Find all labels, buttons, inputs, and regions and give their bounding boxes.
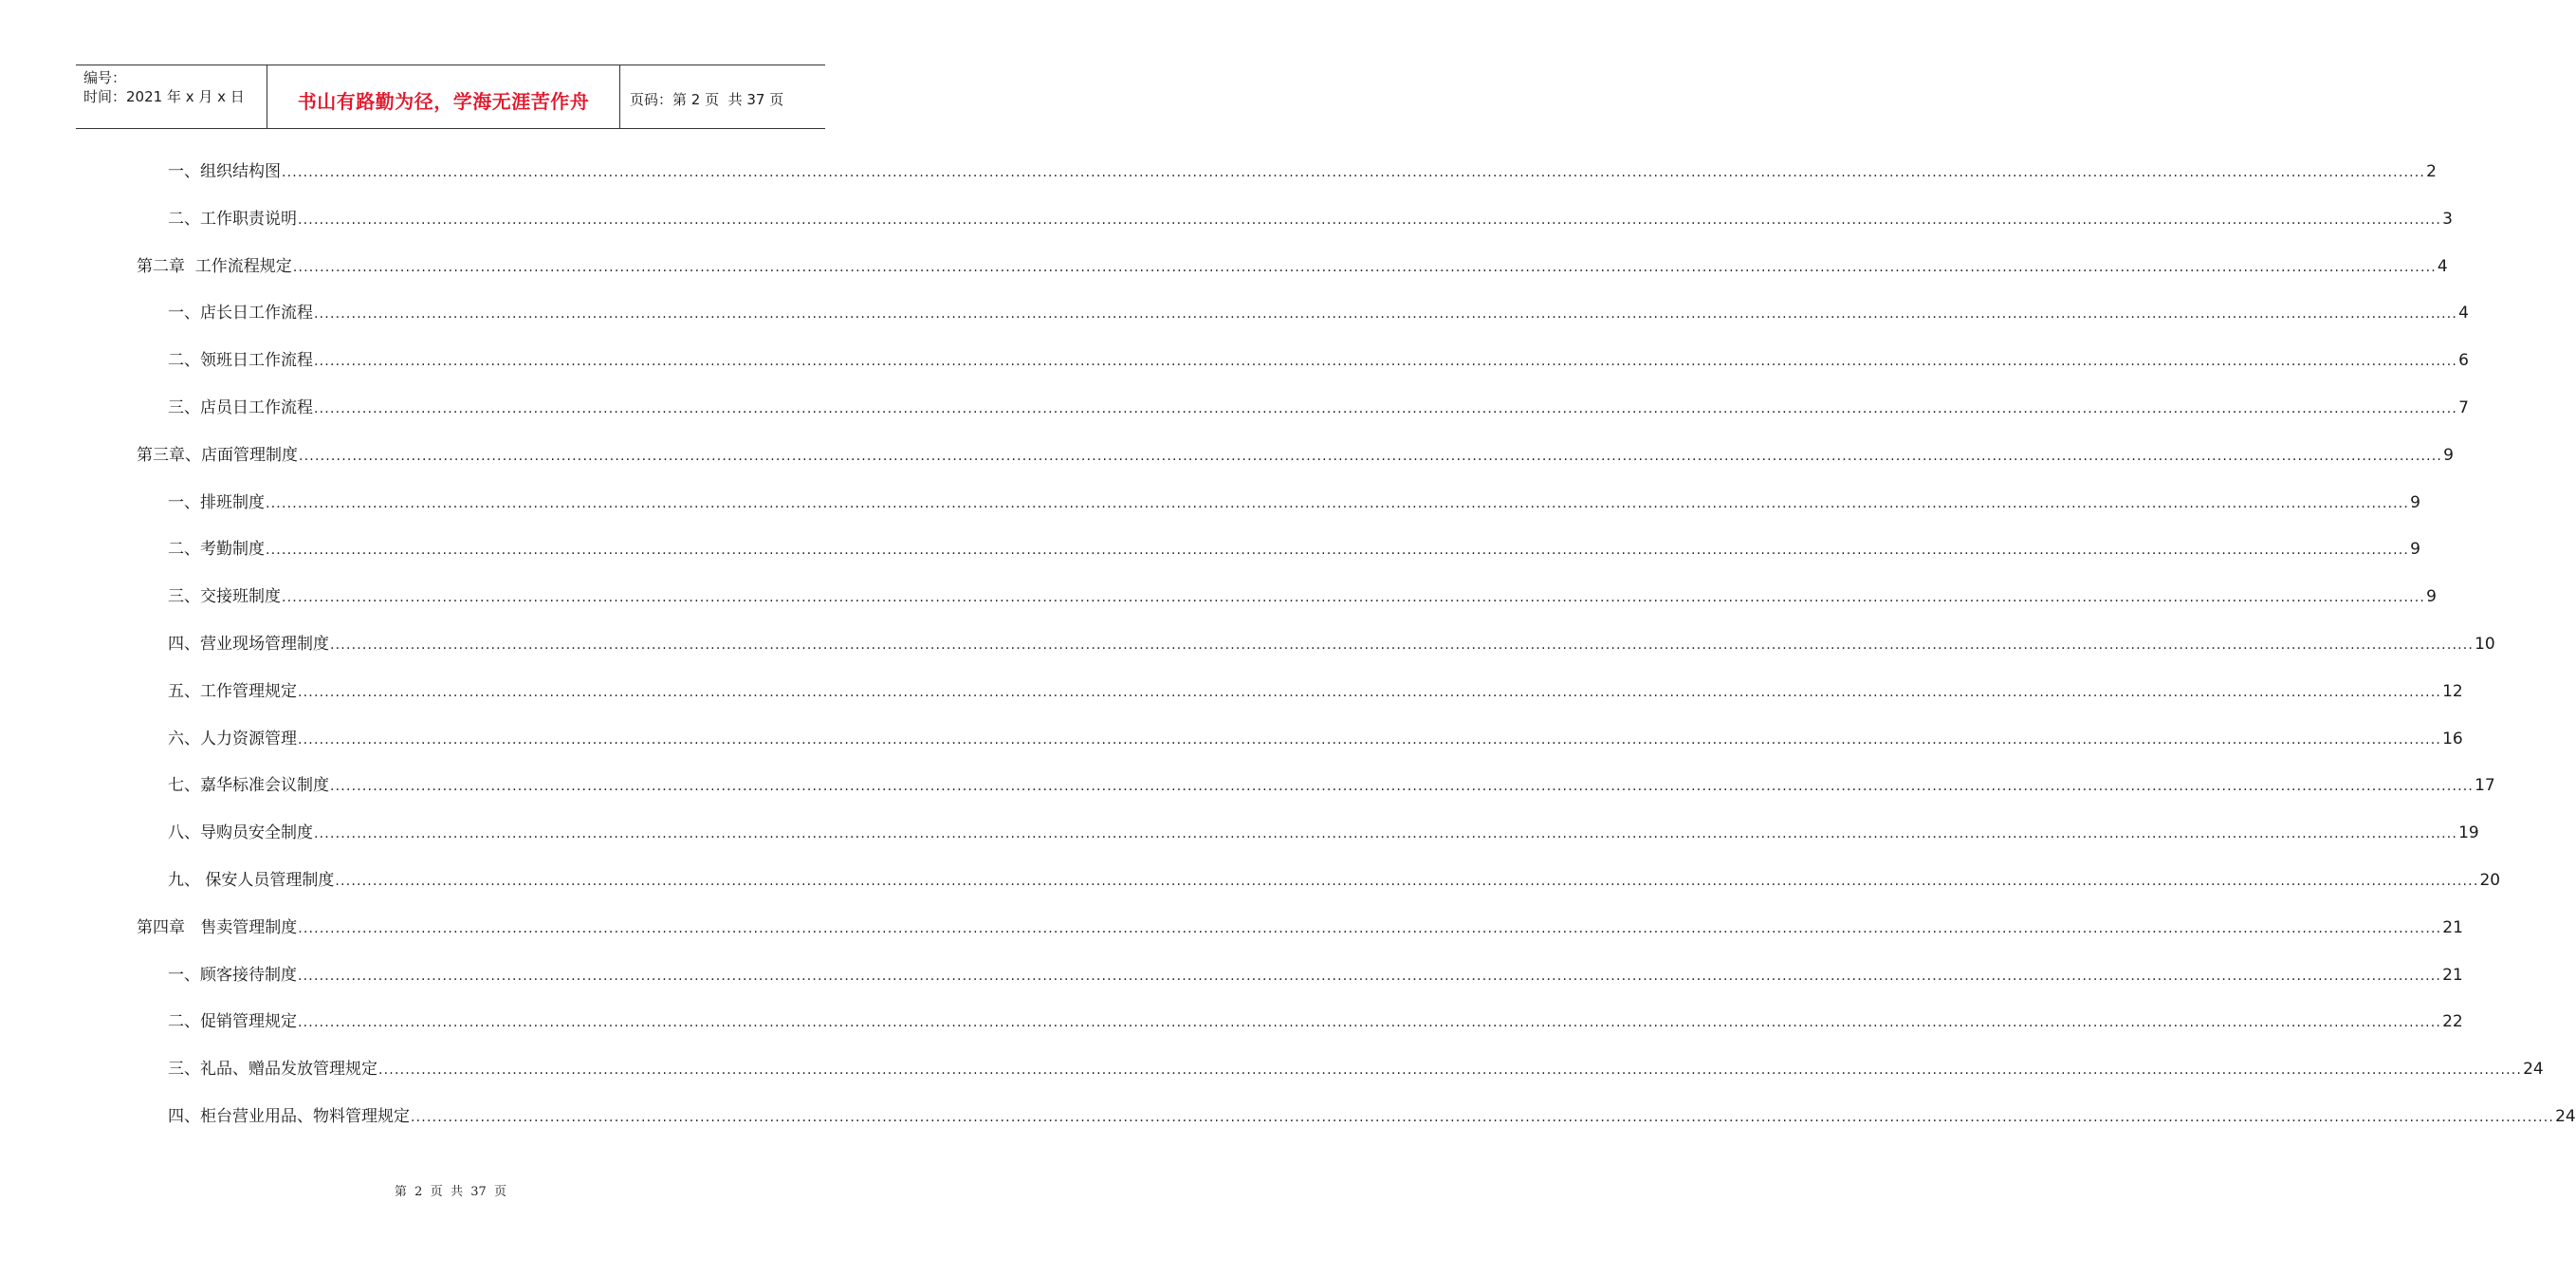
toc-dot-leader: ................................................................................................................................................................................................................................................................................................................................................................................................................ <box>298 921 2442 936</box>
toc-entry-label: 一、组织结构图 <box>168 162 281 181</box>
toc-section-entry[interactable] <box>168 773 2495 798</box>
toc-entry-page-number: 20 <box>2479 871 2501 890</box>
toc-entry-page-number: 4 <box>2458 304 2469 323</box>
toc-entry-label: 二、领班日工作流程 <box>168 351 313 370</box>
serial-label: 编号： <box>83 69 127 86</box>
toc-entry-page-number: 21 <box>2442 966 2463 985</box>
header-meta <box>76 65 267 128</box>
toc-dot-leader: ................................................................................................................................................................................................................................................................................................................................................................................................................ <box>282 165 2426 180</box>
page-header <box>76 65 825 129</box>
toc-chapter-entry[interactable] <box>137 443 2454 468</box>
toc-section-entry[interactable] <box>168 868 2501 893</box>
toc-dot-leader: ................................................................................................................................................................................................................................................................................................................................................................................................................ <box>298 1015 2442 1030</box>
toc-entry-label: 一、顾客接待制度 <box>168 966 297 985</box>
toc-section-entry[interactable] <box>168 207 2453 231</box>
toc-entry-label: 三、交接班制度 <box>168 587 281 606</box>
toc-section-entry[interactable] <box>168 348 2469 373</box>
toc-entry-label: 一、店长日工作流程 <box>168 304 313 323</box>
toc-entry-label: 六、人力资源管理 <box>168 730 297 748</box>
toc-entry-page-number: 16 <box>2442 730 2463 748</box>
toc-dot-leader: ................................................................................................................................................................................................................................................................................................................................................................................................................ <box>298 732 2442 748</box>
toc-dot-leader: ................................................................................................................................................................................................................................................................................................................................................................................................................ <box>282 590 2426 605</box>
toc-dot-leader: ................................................................................................................................................................................................................................................................................................................................................................................................................ <box>314 826 2458 841</box>
toc-entry-page-number: 6 <box>2458 351 2469 370</box>
toc-entry-label: 第二章 工作流程规定 <box>137 257 292 276</box>
toc-entry-page-number: 9 <box>2410 540 2420 559</box>
toc-dot-leader: ................................................................................................................................................................................................................................................................................................................................................................................................................ <box>299 449 2443 464</box>
toc-dot-leader: ................................................................................................................................................................................................................................................................................................................................................................................................................ <box>298 685 2442 700</box>
page-info-text: 页码：第 2 页 共 37 页 <box>630 90 784 108</box>
toc-dot-leader: ................................................................................................................................................................................................................................................................................................................................................................................................................ <box>314 401 2458 416</box>
toc-dot-leader: ................................................................................................................................................................................................................................................................................................................................................................................................................ <box>298 969 2442 984</box>
toc-entry-label: 三、礼品、赠品发放管理规定 <box>168 1060 377 1079</box>
toc-entry-page-number: 9 <box>2443 446 2454 465</box>
toc-entry-label: 第四章 售卖管理制度 <box>137 918 298 937</box>
header-motto: 书山有路勤为径，学海无涯苦作舟 <box>267 65 620 128</box>
toc-entry-page-number: 22 <box>2442 1012 2463 1031</box>
toc-entry-page-number: 2 <box>2426 162 2437 181</box>
toc-dot-leader: ................................................................................................................................................................................................................................................................................................................................................................................................................ <box>314 354 2458 369</box>
toc-entry-label: 四、柜台营业用品、物料管理规定 <box>168 1107 410 1126</box>
toc-entry-page-number: 24 <box>2555 1107 2576 1126</box>
toc-section-entry[interactable] <box>168 1057 2544 1081</box>
toc-section-entry[interactable] <box>168 1104 2576 1129</box>
toc-dot-leader: ................................................................................................................................................................................................................................................................................................................................................................................................................ <box>330 638 2475 653</box>
toc-section-entry[interactable] <box>168 584 2437 609</box>
toc-section-entry[interactable] <box>168 396 2469 420</box>
toc-dot-leader: ................................................................................................................................................................................................................................................................................................................................................................................................................ <box>292 260 2437 275</box>
toc-dot-leader: ................................................................................................................................................................................................................................................................................................................................................................................................................ <box>314 306 2458 322</box>
toc-entry-label: 八、导购员安全制度 <box>168 823 313 842</box>
page-footer: 第 2 页 共 37 页 <box>394 1185 507 1199</box>
toc-dot-leader: ................................................................................................................................................................................................................................................................................................................................................................................................................ <box>378 1062 2523 1078</box>
toc-chapter-entry[interactable] <box>137 254 2448 279</box>
toc-entry-page-number: 12 <box>2442 682 2463 701</box>
toc-dot-leader: ................................................................................................................................................................................................................................................................................................................................................................................................................ <box>298 212 2442 228</box>
toc-section-entry[interactable] <box>168 679 2463 704</box>
toc-entry-label: 七、嘉华标准会议制度 <box>168 776 329 795</box>
toc-entry-page-number: 7 <box>2458 398 2469 417</box>
toc-entry-label: 二、促销管理规定 <box>168 1012 297 1031</box>
toc-section-entry[interactable] <box>168 632 2495 656</box>
toc-section-entry[interactable] <box>168 159 2437 184</box>
toc-entry-page-number: 4 <box>2437 257 2448 276</box>
toc-section-entry[interactable] <box>168 1009 2463 1034</box>
toc-entry-page-number: 9 <box>2426 587 2437 606</box>
toc-dot-leader: ................................................................................................................................................................................................................................................................................................................................................................................................................ <box>266 543 2410 558</box>
toc-dot-leader: ................................................................................................................................................................................................................................................................................................................................................................................................................ <box>335 874 2479 889</box>
toc-entry-label: 五、工作管理规定 <box>168 682 297 701</box>
toc-entry-page-number: 3 <box>2442 210 2453 229</box>
toc-dot-leader: ................................................................................................................................................................................................................................................................................................................................................................................................................ <box>330 779 2475 794</box>
toc-chapter-entry[interactable] <box>137 915 2463 940</box>
time-label: 时间：2021 年 x 月 x 日 <box>83 88 245 105</box>
toc-entry-page-number: 24 <box>2523 1060 2544 1079</box>
toc-section-entry[interactable] <box>168 301 2469 325</box>
toc-dot-leader: ................................................................................................................................................................................................................................................................................................................................................................................................................ <box>266 496 2410 511</box>
toc-section-entry[interactable] <box>168 821 2479 845</box>
toc-entry-label: 九、 保安人员管理制度 <box>168 871 335 890</box>
toc-entry-page-number: 17 <box>2475 776 2495 795</box>
toc-entry-page-number: 10 <box>2475 635 2495 654</box>
toc-entry-page-number: 19 <box>2458 823 2479 842</box>
toc-entry-page-number: 9 <box>2410 493 2420 512</box>
toc-entry-label: 一、排班制度 <box>168 493 265 512</box>
toc-entry-label: 第三章、店面管理制度 <box>137 446 298 465</box>
toc-section-entry[interactable] <box>168 537 2420 562</box>
toc-section-entry[interactable] <box>168 963 2463 988</box>
toc-dot-leader: ................................................................................................................................................................................................................................................................................................................................................................................................................ <box>411 1110 2555 1125</box>
toc-entry-label: 四、营业现场管理制度 <box>168 635 329 654</box>
toc-entry-page-number: 21 <box>2442 918 2463 937</box>
toc-section-entry[interactable] <box>168 727 2463 751</box>
toc-section-entry[interactable] <box>168 490 2420 515</box>
toc-entry-label: 三、店员日工作流程 <box>168 398 313 417</box>
toc-entry-label: 二、考勤制度 <box>168 540 265 559</box>
header-page-info <box>620 65 825 128</box>
toc-entry-label: 二、工作职责说明 <box>168 210 297 229</box>
